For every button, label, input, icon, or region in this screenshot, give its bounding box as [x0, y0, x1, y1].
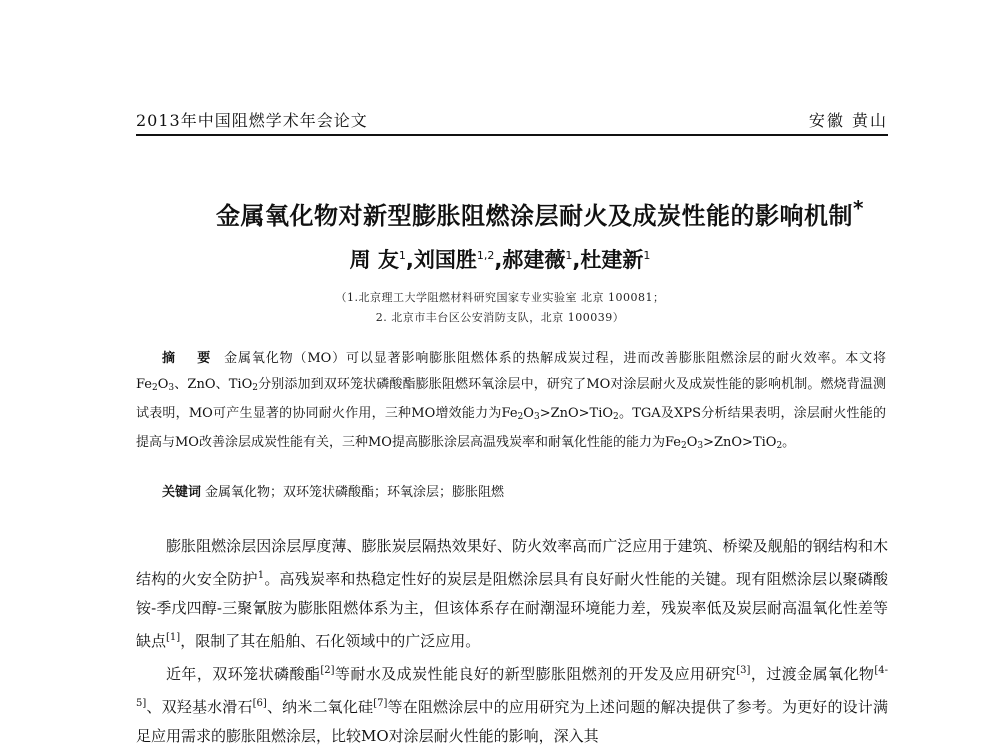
citation: [1]: [166, 632, 181, 643]
body-text: [136, 532, 888, 751]
paper-title: 金属氧化物对新型膨胀阻燃涂层耐火及成炭性能的影响机制*: [216, 196, 864, 230]
citation: 1: [257, 570, 265, 581]
keywords-text: 金属氧化物；双环笼状磷酸酯；环氧涂层；膨胀阻燃: [205, 485, 505, 500]
author-name: 刘国胜: [413, 248, 477, 272]
author-name: 杜建新: [580, 248, 644, 272]
header-rule: [136, 134, 888, 136]
citation: [2]: [320, 665, 335, 676]
conference-name: 2013年中国阻燃学术年会论文: [136, 111, 368, 130]
citation: [3]: [736, 665, 751, 676]
citation: [4-5]: [136, 665, 888, 709]
author-name: 郝建薇: [502, 248, 566, 272]
citation: [6]: [252, 698, 267, 709]
keywords: [136, 480, 886, 506]
author-name: 周 友: [349, 248, 399, 272]
abstract-label: 摘 要: [162, 351, 220, 366]
body-paragraph: 近年，双环笼状磷酸酯[2]等耐水及成炭性能良好的新型膨胀阻燃剂的开发及应用研究[3]，过渡金属氧化物[4-5]、双羟基水滑石[6]、纳米二氧化硅[7]等在阻燃涂层中的应用研究为上述问题的解决提供了参考。为更好的设计满足应用需求的膨胀阻燃涂层，比较MO对涂层耐火性能的影响，深入其: [136, 665, 888, 745]
body-paragraph: 膨胀阻燃涂层因涂层厚度薄、膨胀炭层隔热效果好、防火效率高而广泛应用于建筑、桥梁及舰船的钢结构和木结构的火安全防护$^1$。高残炭率和热稳定性好的炭层是阻燃涂层具有良好耐火性能的关键。现有阻燃涂层以聚磷酸铵-季戊四醇-三聚氰胺为膨胀阻燃体系为主，但该体系存在耐潮湿环境能力差，残炭率低及炭层耐高温氧化性差等缺点[1]，限制了其在船舶、石化领域中的广泛应用。: [136, 537, 888, 650]
conference-location: 安徽 黄山: [808, 111, 888, 130]
citation: [7]: [373, 698, 388, 709]
affiliation-line: 2. 北京市丰台区公安消防支队，北京 100039）: [375, 311, 625, 324]
author-list: 周 友$^1$,刘国胜$^{1,2}$,郝建薇$^1$,杜建新$^1$: [349, 248, 651, 272]
running-header: [136, 108, 888, 134]
keywords-label: 关键词: [162, 485, 202, 500]
affiliation-line: （1.北京理工大学阻燃材料研究国家专业实验室 北京 100081；: [335, 291, 665, 304]
abstract: 摘 要 金属氧化物（MO）可以显著影响膨胀阻燃体系的热解成炭过程，进而改善膨胀阻燃涂层的耐火效率。本文将$Fe_2O_3$、ZnO、TiO$_2$分别添加到双环笼状磷酸酯膨胀阻燃环氧涂层中，研究了MO对涂层耐火及成炭性能的影响机制。燃烧背温测试表明，MO可产生显著的协同耐火作用，三种MO增效能力为$Fe_2O_3>ZnO>TiO_2$。TGA及XPS分析结果表明，涂层耐火性能的提高与MO改善涂层成炭性能有关，三种MO提高膨胀涂层高温残炭率和耐氧化性能的能力为$Fe_2O_3>ZnO>TiO_2$。: [136, 351, 886, 451]
title-footnote-mark: *: [853, 196, 864, 220]
